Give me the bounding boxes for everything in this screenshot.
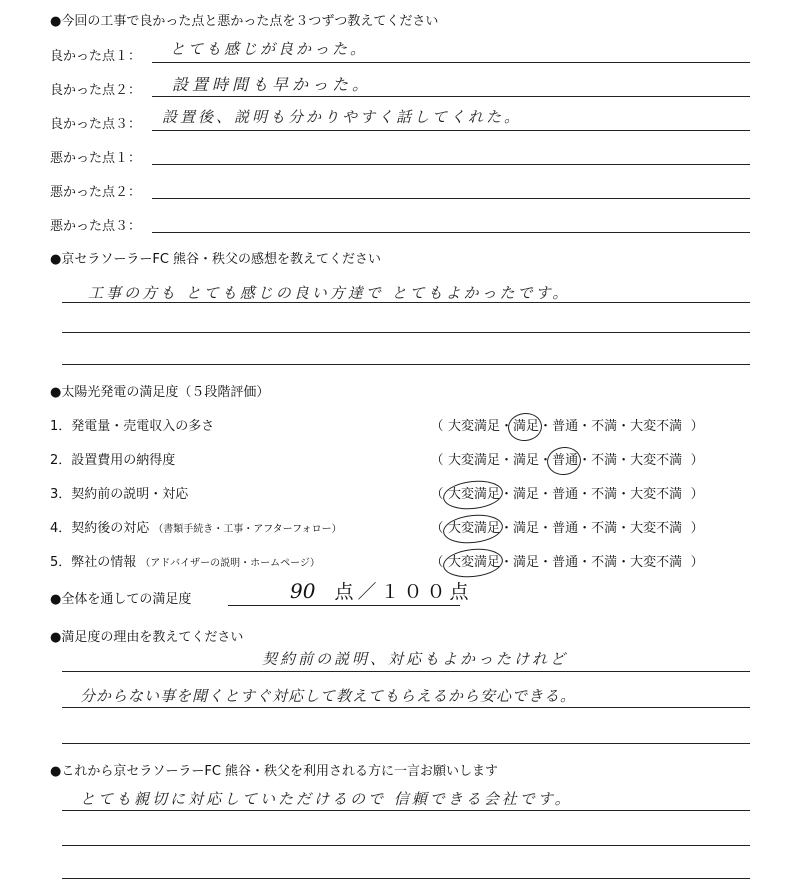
rating-scale bbox=[426, 415, 708, 434]
answer-line bbox=[62, 810, 750, 811]
answer-line bbox=[62, 671, 750, 672]
rating-separator: ・ bbox=[500, 521, 514, 536]
rating-separator: ・ bbox=[617, 419, 631, 434]
answer-line bbox=[152, 198, 750, 199]
rating-separator: ・ bbox=[578, 419, 592, 434]
rating-separator: ・ bbox=[578, 521, 592, 536]
rating-question bbox=[50, 483, 188, 502]
rating-scale bbox=[426, 551, 708, 570]
rating-separator: ・ bbox=[539, 555, 553, 570]
answer-line bbox=[62, 707, 750, 708]
rating-open-paren: （ bbox=[430, 521, 444, 536]
rating-question-label: 2．設置費用の納得度 bbox=[50, 453, 176, 468]
rating-separator: ・ bbox=[578, 555, 592, 570]
rating-separator: ・ bbox=[500, 419, 514, 434]
rating-option[interactable]: 普通 bbox=[552, 555, 579, 570]
rating-open-paren: （ bbox=[430, 419, 444, 434]
rating-separator: ・ bbox=[617, 453, 631, 468]
rating-option[interactable]: 不満 bbox=[591, 453, 618, 468]
rating-option[interactable]: 満足 bbox=[513, 555, 540, 570]
q5-title: ●これから京セラソーラーFC 熊谷・秩父を利用される方に一言お願いします bbox=[50, 764, 499, 779]
answer-line bbox=[62, 878, 750, 879]
rating-option[interactable]: 不満 bbox=[591, 487, 618, 502]
rating-option[interactable]: 大変満足 bbox=[448, 487, 500, 502]
rating-option[interactable]: 不満 bbox=[591, 419, 618, 434]
overall-label: ●全体を通しての満足度 bbox=[50, 592, 192, 607]
rating-option[interactable]: 大変不満 bbox=[630, 521, 683, 536]
q1-row-answer: 設置時間も早かった。 bbox=[172, 75, 373, 94]
rating-separator: ・ bbox=[539, 453, 553, 468]
rating-question-note: （アドバイザーの説明・ホームページ） bbox=[140, 558, 320, 569]
q4-title: ●満足度の理由を教えてください bbox=[50, 630, 244, 645]
rating-separator: ・ bbox=[539, 487, 553, 502]
q1-row-label: 悪かった点３： bbox=[50, 219, 142, 234]
q1-row-answer: 設置後、説明も分かりやすく話してくれた。 bbox=[162, 108, 523, 126]
rating-scale bbox=[426, 517, 708, 536]
rating-question bbox=[50, 517, 342, 536]
rating-close-paren: ） bbox=[690, 555, 704, 570]
rating-close-paren: ） bbox=[690, 487, 704, 502]
q1-row-label: 良かった点２： bbox=[50, 83, 142, 98]
answer-line bbox=[62, 364, 750, 365]
overall-score-unit: 点／１００点 bbox=[334, 581, 473, 603]
rating-question-note: （書類手続き・工事・アフターフォロー） bbox=[153, 524, 342, 535]
answer-line bbox=[62, 332, 750, 333]
rating-close-paren: ） bbox=[690, 419, 704, 434]
rating-option[interactable]: 普通 bbox=[552, 453, 578, 468]
q1-title: ●今回の工事で良かった点と悪かった点を３つずつ教えてください bbox=[50, 14, 439, 29]
rating-separator: ・ bbox=[617, 487, 631, 502]
q4-answer-line: 契約前の説明、対応もよかったけれど bbox=[262, 650, 569, 668]
q4-answer-line: 分からない事を聞くとすぐ対応して教えてもらえるから安心できる。 bbox=[80, 687, 577, 705]
selection-circle bbox=[442, 512, 505, 546]
rating-question-label: 3．契約前の説明・対応 bbox=[50, 487, 189, 502]
rating-option[interactable]: 大変満足 bbox=[448, 419, 501, 434]
rating-scale bbox=[426, 483, 708, 502]
q3-title: ●太陽光発電の満足度（５段階評価） bbox=[50, 385, 270, 400]
selection-circle bbox=[442, 546, 505, 580]
rating-option[interactable]: 満足 bbox=[513, 419, 539, 434]
rating-separator: ・ bbox=[539, 419, 553, 434]
answer-line bbox=[62, 845, 750, 846]
rating-option[interactable]: 大変不満 bbox=[630, 419, 683, 434]
q5-answer-line: とても親切に対応していただけるので 信頼できる会社です。 bbox=[80, 790, 573, 808]
rating-option[interactable]: 大変満足 bbox=[448, 555, 500, 570]
overall-score-value: 90 bbox=[290, 579, 316, 603]
rating-option[interactable]: 普通 bbox=[552, 487, 579, 502]
rating-question bbox=[50, 415, 214, 434]
score-line bbox=[228, 605, 460, 606]
rating-question-label: 5．弊社の情報 bbox=[50, 555, 137, 570]
selection-circle bbox=[442, 478, 505, 512]
rating-option[interactable]: 大変満足 bbox=[448, 521, 500, 536]
selection-circle bbox=[546, 445, 583, 476]
rating-separator: ・ bbox=[617, 555, 631, 570]
q1-row-label: 良かった点３： bbox=[50, 117, 142, 132]
rating-question-label: 1．発電量・売電収入の多さ bbox=[50, 419, 215, 434]
q1-row-label: 良かった点１： bbox=[50, 49, 142, 64]
rating-separator: ・ bbox=[500, 453, 514, 468]
rating-separator: ・ bbox=[539, 521, 553, 536]
answer-line bbox=[62, 743, 750, 744]
rating-option[interactable]: 大変満足 bbox=[448, 453, 501, 468]
rating-separator: ・ bbox=[578, 453, 592, 468]
answer-line bbox=[152, 164, 750, 165]
rating-option[interactable]: 普通 bbox=[552, 419, 579, 434]
rating-option[interactable]: 大変不満 bbox=[630, 453, 683, 468]
rating-open-paren: （ bbox=[430, 453, 444, 468]
rating-option[interactable]: 不満 bbox=[591, 555, 618, 570]
rating-scale bbox=[426, 449, 708, 468]
rating-question bbox=[50, 449, 175, 468]
rating-option[interactable]: 満足 bbox=[513, 521, 540, 536]
overall-score bbox=[290, 577, 473, 604]
q2-answer-line: 工事の方も とても感じの良い方達で とてもよかったです。 bbox=[88, 284, 571, 302]
rating-open-paren: （ bbox=[430, 555, 444, 570]
rating-question bbox=[50, 551, 320, 570]
answer-line bbox=[152, 96, 750, 97]
rating-option[interactable]: 不満 bbox=[591, 521, 618, 536]
rating-option[interactable]: 満足 bbox=[513, 453, 540, 468]
rating-option[interactable]: 普通 bbox=[552, 521, 579, 536]
answer-line bbox=[152, 130, 750, 131]
rating-close-paren: ） bbox=[690, 453, 704, 468]
answer-line bbox=[152, 62, 750, 63]
rating-close-paren: ） bbox=[690, 521, 704, 536]
rating-separator: ・ bbox=[578, 487, 592, 502]
rating-open-paren: （ bbox=[430, 487, 444, 502]
selection-circle bbox=[507, 411, 544, 442]
rating-option[interactable]: 満足 bbox=[513, 487, 540, 502]
rating-separator: ・ bbox=[500, 487, 514, 502]
answer-line bbox=[62, 302, 750, 303]
q1-row-answer: とても感じが良かった。 bbox=[170, 40, 369, 58]
q2-title: ●京セラソーラーFC 熊谷・秩父の感想を教えてください bbox=[50, 252, 382, 267]
rating-separator: ・ bbox=[500, 555, 514, 570]
rating-question-label: 4．契約後の対応 bbox=[50, 521, 150, 536]
rating-option[interactable]: 大変不満 bbox=[630, 487, 683, 502]
rating-separator: ・ bbox=[617, 521, 631, 536]
rating-option[interactable]: 大変不満 bbox=[630, 555, 683, 570]
answer-line bbox=[152, 232, 750, 233]
q1-row-label: 悪かった点１： bbox=[50, 151, 142, 166]
q1-row-label: 悪かった点２： bbox=[50, 185, 142, 200]
